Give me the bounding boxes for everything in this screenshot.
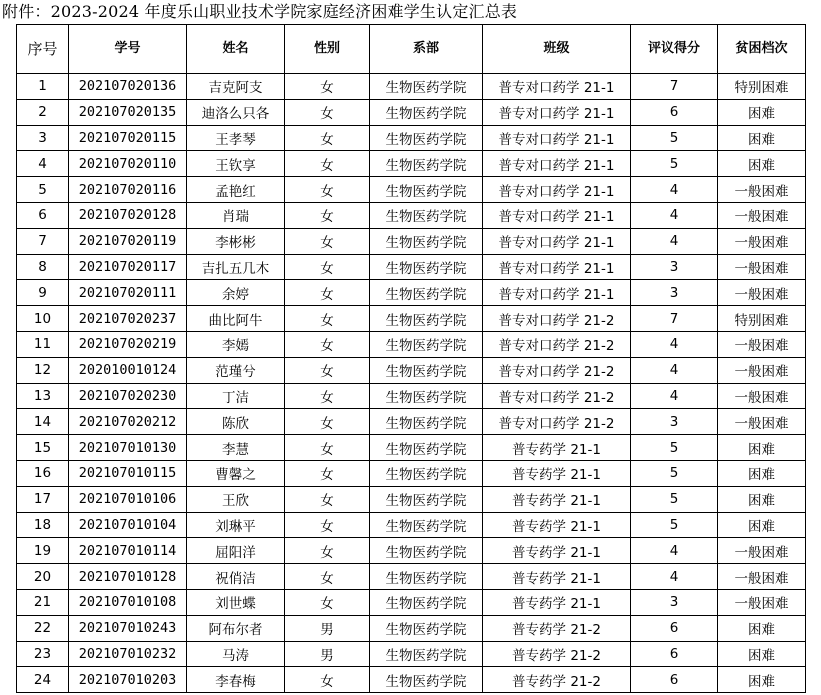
- gender-cell: 女: [285, 409, 370, 435]
- table-row: [17, 254, 806, 280]
- score-cell: 3: [631, 254, 718, 280]
- table-row: [17, 435, 806, 461]
- department-cell: 生物医药学院: [370, 589, 483, 615]
- seq-cell: 8: [17, 254, 69, 280]
- name-cell: 李彬彬: [187, 228, 285, 254]
- student-id-cell: 202107010232: [69, 641, 187, 667]
- student-id-cell: 202010010124: [69, 357, 187, 383]
- seq-cell: 13: [17, 383, 69, 409]
- name-cell: 王孝琴: [187, 125, 285, 151]
- student-id-cell: 202107010106: [69, 486, 187, 512]
- name-cell: 吉克阿支: [187, 74, 285, 100]
- gender-cell: 女: [285, 435, 370, 461]
- gender-cell: 女: [285, 151, 370, 177]
- score-cell: 4: [631, 177, 718, 203]
- seq-cell: 3: [17, 125, 69, 151]
- student-id-cell: 202107020117: [69, 254, 187, 280]
- score-cell: 4: [631, 202, 718, 228]
- level-cell: 特别困难: [718, 306, 806, 332]
- level-cell: 困难: [718, 435, 806, 461]
- gender-cell: 女: [285, 383, 370, 409]
- seq-cell: 6: [17, 202, 69, 228]
- level-cell: 困难: [718, 151, 806, 177]
- name-cell: 范瑾兮: [187, 357, 285, 383]
- seq-cell: 10: [17, 306, 69, 332]
- score-cell: 4: [631, 331, 718, 357]
- score-cell: 5: [631, 151, 718, 177]
- score-cell: 7: [631, 306, 718, 332]
- class-cell: 普专对口药学 21-1: [483, 280, 631, 306]
- seq-cell: 7: [17, 228, 69, 254]
- level-cell: 困难: [718, 460, 806, 486]
- gender-cell: 女: [285, 512, 370, 538]
- gender-cell: 女: [285, 99, 370, 125]
- class-cell: 普专对口药学 21-1: [483, 177, 631, 203]
- gender-cell: 女: [285, 177, 370, 203]
- class-cell: 普专药学 21-2: [483, 641, 631, 667]
- gender-cell: 女: [285, 564, 370, 590]
- level-cell: 困难: [718, 615, 806, 641]
- name-cell: 阿布尔者: [187, 615, 285, 641]
- score-cell: 4: [631, 564, 718, 590]
- score-cell: 4: [631, 228, 718, 254]
- score-cell: 3: [631, 280, 718, 306]
- class-cell: 普专药学 21-1: [483, 538, 631, 564]
- table-row: [17, 460, 806, 486]
- student-id-cell: 202107020230: [69, 383, 187, 409]
- department-cell: 生物医药学院: [370, 125, 483, 151]
- table-row: [17, 202, 806, 228]
- student-id-cell: 202107020128: [69, 202, 187, 228]
- seq-cell: 14: [17, 409, 69, 435]
- class-cell: 普专对口药学 21-1: [483, 151, 631, 177]
- level-cell: 一般困难: [718, 538, 806, 564]
- seq-cell: 22: [17, 615, 69, 641]
- level-cell: 特别困难: [718, 74, 806, 100]
- gender-cell: 女: [285, 254, 370, 280]
- department-cell: 生物医药学院: [370, 512, 483, 538]
- gender-cell: 男: [285, 615, 370, 641]
- level-cell: 一般困难: [718, 280, 806, 306]
- level-cell: 一般困难: [718, 177, 806, 203]
- level-cell: 一般困难: [718, 564, 806, 590]
- name-cell: 祝俏洁: [187, 564, 285, 590]
- seq-cell: 18: [17, 512, 69, 538]
- student-id-cell: 202107010104: [69, 512, 187, 538]
- student-id-cell: 202107020212: [69, 409, 187, 435]
- level-cell: 一般困难: [718, 589, 806, 615]
- gender-cell: 女: [285, 74, 370, 100]
- column-header-score: 评议得分: [631, 25, 718, 74]
- level-cell: 一般困难: [718, 254, 806, 280]
- class-cell: 普专对口药学 21-1: [483, 228, 631, 254]
- department-cell: 生物医药学院: [370, 99, 483, 125]
- seq-cell: 23: [17, 641, 69, 667]
- table-row: [17, 615, 806, 641]
- name-cell: 迪洛么只各: [187, 99, 285, 125]
- column-header-student-id: 学号: [69, 25, 187, 74]
- student-id-cell: 202107010130: [69, 435, 187, 461]
- seq-cell: 19: [17, 538, 69, 564]
- gender-cell: 女: [285, 125, 370, 151]
- score-cell: 6: [631, 615, 718, 641]
- name-cell: 李嫣: [187, 331, 285, 357]
- department-cell: 生物医药学院: [370, 306, 483, 332]
- department-cell: 生物医药学院: [370, 177, 483, 203]
- name-cell: 孟艳红: [187, 177, 285, 203]
- level-cell: 一般困难: [718, 202, 806, 228]
- level-cell: 困难: [718, 99, 806, 125]
- name-cell: 曹馨之: [187, 460, 285, 486]
- department-cell: 生物医药学院: [370, 280, 483, 306]
- table-row: [17, 409, 806, 435]
- table-row: [17, 125, 806, 151]
- level-cell: 困难: [718, 641, 806, 667]
- score-cell: 6: [631, 641, 718, 667]
- class-cell: 普专对口药学 21-2: [483, 357, 631, 383]
- department-cell: 生物医药学院: [370, 667, 483, 693]
- student-id-cell: 202107020219: [69, 331, 187, 357]
- seq-cell: 15: [17, 435, 69, 461]
- student-id-cell: 202107010114: [69, 538, 187, 564]
- document-title: 附件：2023-2024 年度乐山职业技术学院家庭经济困难学生认定汇总表: [2, 2, 518, 21]
- table-row: [17, 357, 806, 383]
- column-header-gender: 性别: [285, 25, 370, 74]
- level-cell: 困难: [718, 486, 806, 512]
- department-cell: 生物医药学院: [370, 331, 483, 357]
- class-cell: 普专药学 21-2: [483, 667, 631, 693]
- name-cell: 屈阳洋: [187, 538, 285, 564]
- gender-cell: 女: [285, 280, 370, 306]
- score-cell: 5: [631, 486, 718, 512]
- department-cell: 生物医药学院: [370, 538, 483, 564]
- seq-cell: 20: [17, 564, 69, 590]
- table-row: [17, 383, 806, 409]
- student-id-cell: 202107020111: [69, 280, 187, 306]
- table-row: [17, 228, 806, 254]
- student-id-cell: 202107020110: [69, 151, 187, 177]
- table-row: [17, 177, 806, 203]
- department-cell: 生物医药学院: [370, 615, 483, 641]
- score-cell: 4: [631, 383, 718, 409]
- gender-cell: 女: [285, 538, 370, 564]
- class-cell: 普专对口药学 21-2: [483, 306, 631, 332]
- name-cell: 余婷: [187, 280, 285, 306]
- score-cell: 6: [631, 667, 718, 693]
- department-cell: 生物医药学院: [370, 435, 483, 461]
- department-cell: 生物医药学院: [370, 409, 483, 435]
- table-body: [17, 74, 806, 693]
- score-cell: 3: [631, 589, 718, 615]
- table-row: [17, 280, 806, 306]
- seq-cell: 16: [17, 460, 69, 486]
- table-row: [17, 486, 806, 512]
- name-cell: 陈欣: [187, 409, 285, 435]
- score-cell: 4: [631, 357, 718, 383]
- class-cell: 普专药学 21-2: [483, 615, 631, 641]
- department-cell: 生物医药学院: [370, 460, 483, 486]
- gender-cell: 男: [285, 641, 370, 667]
- department-cell: 生物医药学院: [370, 254, 483, 280]
- gender-cell: 女: [285, 202, 370, 228]
- class-cell: 普专对口药学 21-2: [483, 331, 631, 357]
- student-id-cell: 202107020115: [69, 125, 187, 151]
- level-cell: 困难: [718, 512, 806, 538]
- score-cell: 5: [631, 435, 718, 461]
- class-cell: 普专对口药学 21-1: [483, 125, 631, 151]
- level-cell: 一般困难: [718, 357, 806, 383]
- class-cell: 普专对口药学 21-1: [483, 202, 631, 228]
- student-id-cell: 202107020116: [69, 177, 187, 203]
- student-id-cell: 202107020237: [69, 306, 187, 332]
- level-cell: 一般困难: [718, 331, 806, 357]
- name-cell: 曲比阿牛: [187, 306, 285, 332]
- header-row: [17, 25, 806, 74]
- class-cell: 普专药学 21-1: [483, 460, 631, 486]
- student-id-cell: 202107020135: [69, 99, 187, 125]
- student-id-cell: 202107010203: [69, 667, 187, 693]
- student-id-cell: 202107010128: [69, 564, 187, 590]
- column-header-name: 姓名: [187, 25, 285, 74]
- name-cell: 王欣: [187, 486, 285, 512]
- column-header-class: 班级: [483, 25, 631, 74]
- score-cell: 5: [631, 460, 718, 486]
- class-cell: 普专对口药学 21-2: [483, 383, 631, 409]
- seq-cell: 17: [17, 486, 69, 512]
- table-row: [17, 641, 806, 667]
- department-cell: 生物医药学院: [370, 357, 483, 383]
- name-cell: 刘琳平: [187, 512, 285, 538]
- gender-cell: 女: [285, 589, 370, 615]
- student-id-cell: 202107020136: [69, 74, 187, 100]
- seq-cell: 24: [17, 667, 69, 693]
- department-cell: 生物医药学院: [370, 202, 483, 228]
- student-id-cell: 202107010115: [69, 460, 187, 486]
- name-cell: 吉扎五几木: [187, 254, 285, 280]
- table-row: [17, 667, 806, 693]
- class-cell: 普专对口药学 21-1: [483, 99, 631, 125]
- table-row: [17, 306, 806, 332]
- name-cell: 李慧: [187, 435, 285, 461]
- name-cell: 丁洁: [187, 383, 285, 409]
- score-cell: 5: [631, 125, 718, 151]
- level-cell: 一般困难: [718, 383, 806, 409]
- student-id-cell: 202107010243: [69, 615, 187, 641]
- column-header-department: 系部: [370, 25, 483, 74]
- name-cell: 肖瑞: [187, 202, 285, 228]
- gender-cell: 女: [285, 357, 370, 383]
- student-id-cell: 202107010108: [69, 589, 187, 615]
- class-cell: 普专对口药学 21-1: [483, 254, 631, 280]
- column-header-level: 贫困档次: [718, 25, 806, 74]
- score-cell: 4: [631, 538, 718, 564]
- class-cell: 普专药学 21-1: [483, 564, 631, 590]
- level-cell: 困难: [718, 667, 806, 693]
- department-cell: 生物医药学院: [370, 641, 483, 667]
- table-row: [17, 151, 806, 177]
- name-cell: 李春梅: [187, 667, 285, 693]
- name-cell: 马涛: [187, 641, 285, 667]
- gender-cell: 女: [285, 486, 370, 512]
- gender-cell: 女: [285, 460, 370, 486]
- seq-cell: 1: [17, 74, 69, 100]
- name-cell: 王钦享: [187, 151, 285, 177]
- seq-cell: 21: [17, 589, 69, 615]
- seq-cell: 9: [17, 280, 69, 306]
- gender-cell: 女: [285, 667, 370, 693]
- level-cell: 困难: [718, 125, 806, 151]
- seq-cell: 4: [17, 151, 69, 177]
- seq-cell: 5: [17, 177, 69, 203]
- table-row: [17, 538, 806, 564]
- gender-cell: 女: [285, 228, 370, 254]
- table-row: [17, 74, 806, 100]
- department-cell: 生物医药学院: [370, 151, 483, 177]
- table-row: [17, 589, 806, 615]
- score-cell: 7: [631, 74, 718, 100]
- class-cell: 普专药学 21-1: [483, 435, 631, 461]
- department-cell: 生物医药学院: [370, 383, 483, 409]
- score-cell: 3: [631, 409, 718, 435]
- level-cell: 一般困难: [718, 409, 806, 435]
- gender-cell: 女: [285, 331, 370, 357]
- class-cell: 普专对口药学 21-1: [483, 74, 631, 100]
- score-cell: 5: [631, 512, 718, 538]
- department-cell: 生物医药学院: [370, 564, 483, 590]
- seq-cell: 12: [17, 357, 69, 383]
- table-row: [17, 331, 806, 357]
- score-cell: 6: [631, 99, 718, 125]
- class-cell: 普专药学 21-1: [483, 512, 631, 538]
- department-cell: 生物医药学院: [370, 486, 483, 512]
- table-row: [17, 512, 806, 538]
- class-cell: 普专对口药学 21-2: [483, 409, 631, 435]
- department-cell: 生物医药学院: [370, 74, 483, 100]
- gender-cell: 女: [285, 306, 370, 332]
- summary-table: [16, 24, 806, 693]
- table-row: [17, 99, 806, 125]
- seq-cell: 11: [17, 331, 69, 357]
- class-cell: 普专药学 21-1: [483, 589, 631, 615]
- department-cell: 生物医药学院: [370, 228, 483, 254]
- column-header-seq: 序号: [17, 25, 69, 74]
- class-cell: 普专药学 21-1: [483, 486, 631, 512]
- name-cell: 刘世蝶: [187, 589, 285, 615]
- level-cell: 一般困难: [718, 228, 806, 254]
- table-row: [17, 564, 806, 590]
- student-id-cell: 202107020119: [69, 228, 187, 254]
- seq-cell: 2: [17, 99, 69, 125]
